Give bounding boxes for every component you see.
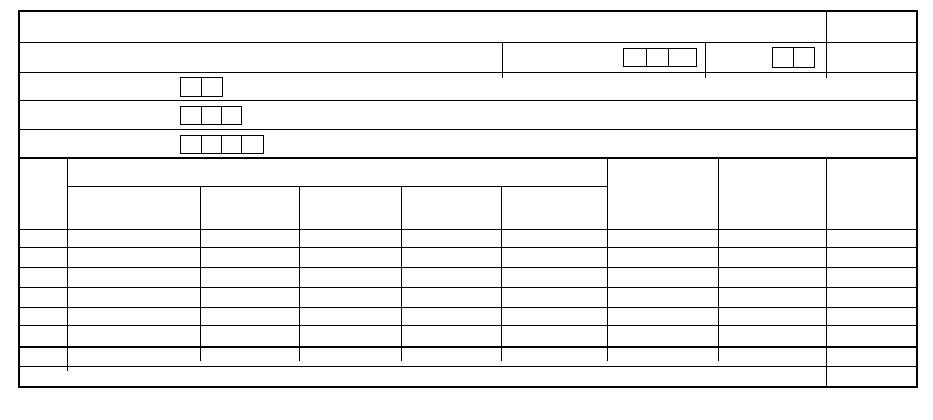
- servicio-field[interactable]: [180, 106, 242, 125]
- divider: [18, 42, 918, 43]
- divider: [67, 186, 607, 187]
- divider: [18, 129, 918, 130]
- grid-line: [67, 158, 68, 371]
- grid-line: [200, 186, 201, 361]
- grid-line: [501, 186, 502, 361]
- grid-line: [299, 186, 300, 361]
- divider: [18, 157, 918, 159]
- grid-line: [401, 186, 402, 361]
- grid-line: [607, 158, 608, 361]
- tipo-personal-field[interactable]: [623, 48, 697, 67]
- grid-line: [718, 158, 719, 361]
- divider: [18, 100, 918, 101]
- divider: [18, 72, 918, 73]
- seccion-field[interactable]: [180, 77, 223, 97]
- grid-line: [826, 158, 827, 388]
- hoja-number-field[interactable]: [772, 47, 815, 68]
- divider: [18, 229, 918, 230]
- divider: [826, 10, 827, 78]
- programa-field[interactable]: [180, 135, 264, 154]
